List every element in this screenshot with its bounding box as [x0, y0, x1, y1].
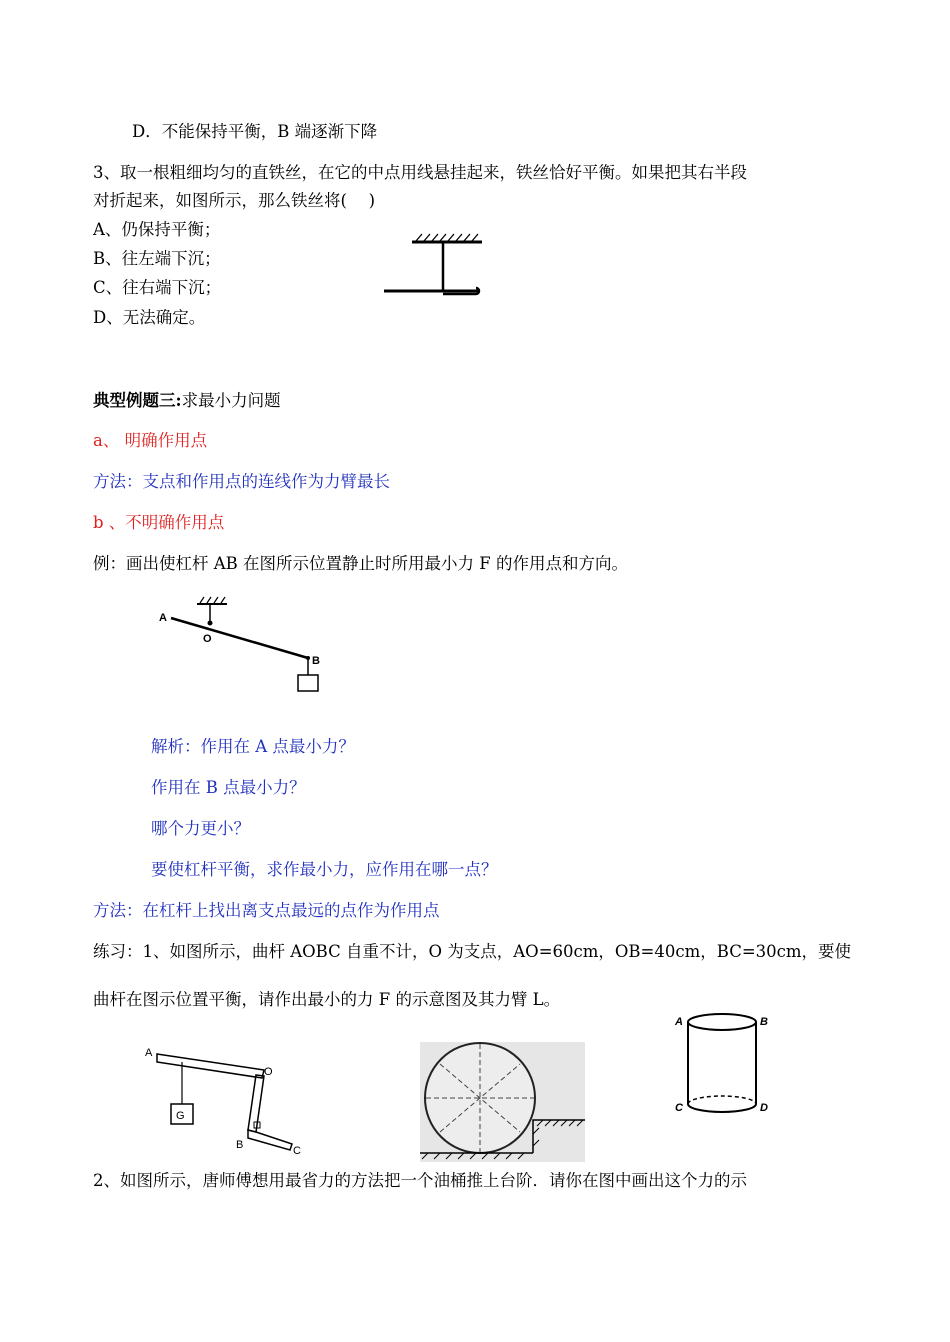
practice2-line1: 2、如图所示，唐师傅想用最省力的方法把一个油桶推上台阶．请你在图中画出这个力的示	[93, 1171, 747, 1190]
cylinder-label-c: C	[675, 1102, 683, 1114]
oil-drum-figure	[420, 1042, 585, 1162]
q3-option-b: B、往左端下沉；	[93, 249, 221, 268]
practice1-line2: 曲杆在图示位置平衡，请作出最小的力 F 的示意图及其力臂 L。	[93, 990, 561, 1009]
analysis-4: 要使杠杆平衡，求作最小力，应作用在哪一点？	[151, 860, 498, 879]
cylinder-label-b: B	[760, 1016, 768, 1028]
bent-lever-label-o: O	[264, 1066, 273, 1078]
cylinder-label-d: D	[760, 1102, 768, 1114]
practice1-line1: 练习：1、如图所示，曲杆 AOBC 自重不计，O 为支点，AO=60cm，OB=40cm，BC=30cm，要使	[93, 942, 852, 961]
a-label: a、 明确作用点	[93, 431, 208, 450]
b-label: b 、不明确作用点	[93, 513, 225, 532]
analysis-2: 作用在 B 点最小力？	[151, 778, 306, 797]
analysis-3: 哪个力更小？	[151, 819, 250, 838]
bent-lever-label-a: A	[145, 1047, 153, 1059]
example3-heading-rest: 求最小力问题	[181, 391, 281, 410]
lever-ab-figure	[155, 592, 335, 702]
q3-stem-line1: 3、取一根粗细均匀的直铁丝，在它的中点用线悬挂起来，铁丝恰好平衡。如果把其右半段	[93, 163, 747, 182]
q3-option-a: A、仍保持平衡；	[93, 220, 221, 239]
q3-wire-figure	[380, 232, 490, 302]
bent-lever-label-b: B	[236, 1139, 244, 1151]
q3-option-d: D、无法确定。	[93, 308, 206, 327]
example3-heading	[93, 390, 281, 412]
cylinder-label-a: A	[675, 1016, 683, 1028]
a-method: 方法：支点和作用点的连线作为力臂最长	[93, 472, 390, 491]
b-method: 方法：在杠杆上找出离支点最远的点作为作用点	[93, 901, 440, 920]
analysis-1: 解析：作用在 A 点最小力？	[151, 737, 355, 756]
example-text: 例：画出使杠杆 AB 在图所示位置静止时所用最小力 F 的作用点和方向。	[93, 554, 628, 573]
cylinder-figure	[670, 1008, 780, 1133]
bent-lever-label-g: G	[176, 1110, 185, 1122]
lever-label-o: O	[203, 633, 212, 645]
lever-label-b: B	[312, 655, 320, 667]
q2-option-d: D．不能保持平衡，B 端逐渐下降	[132, 122, 378, 141]
q3-stem-line2: 对折起来，如图所示，那么铁丝将( )	[93, 191, 376, 210]
example3-heading-bold: 典型例题三:	[93, 391, 182, 410]
lever-label-a: A	[159, 612, 167, 624]
q3-option-c: C、往右端下沉；	[93, 278, 222, 297]
bent-lever-figure	[140, 1040, 310, 1160]
bent-lever-label-c: C	[293, 1145, 301, 1157]
